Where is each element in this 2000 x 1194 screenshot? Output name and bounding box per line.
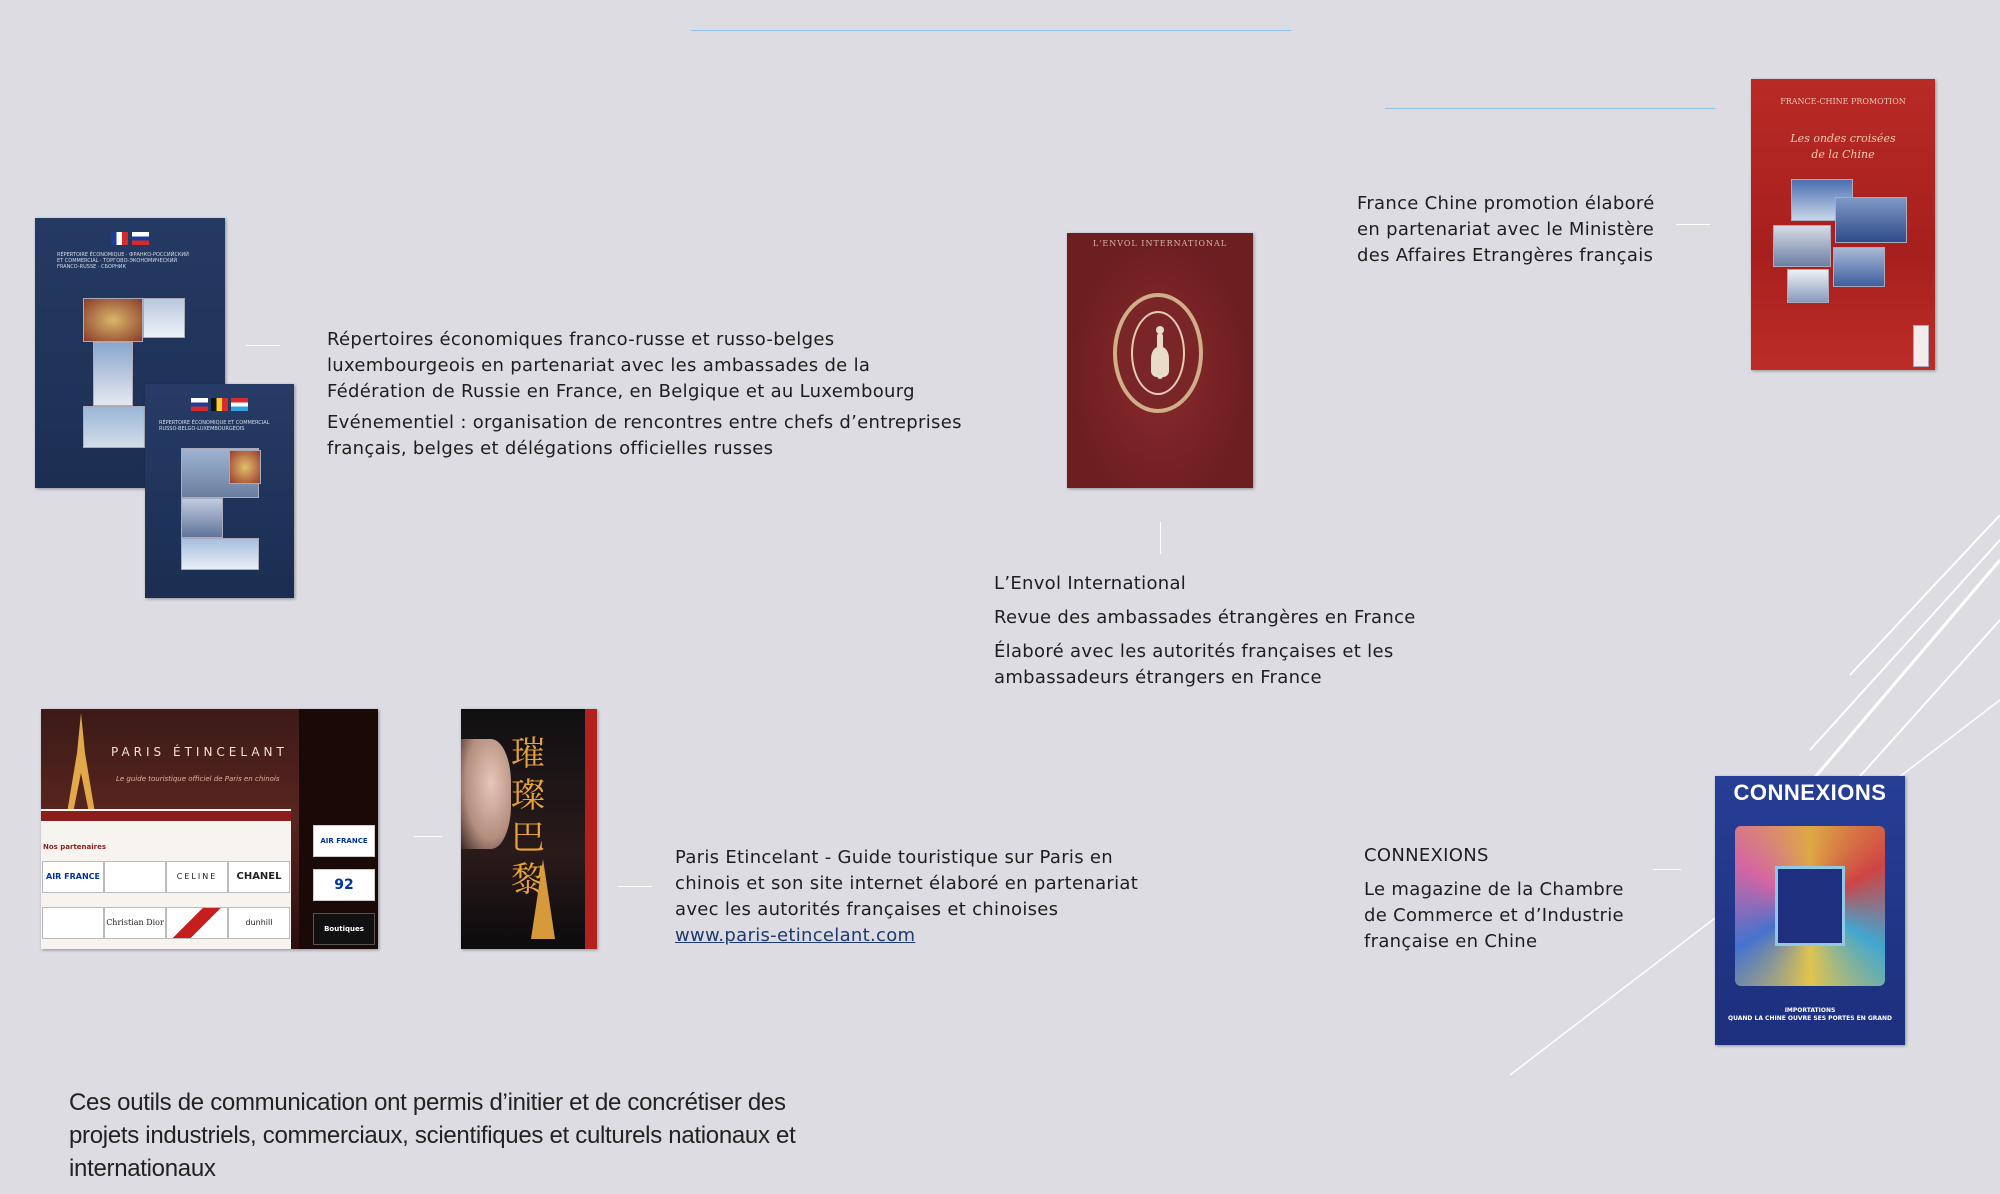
flag-fr-icon (111, 232, 128, 245)
woman-portrait (461, 739, 511, 849)
connexions-title: CONNEXIONS (1364, 845, 1489, 866)
paris-description: Paris Etincelant - Guide touristique sur Paris en chinois et son site internet élaboré en partenariat avec les autorités françaises et chinoises www.paris-etincelant.com (675, 847, 1139, 946)
closing-statement: Ces outils de communication ont permis d’initier et de concrétiser des projets industriels, commerciaux, scientifiques et culturels nationaux et internationaux (69, 1089, 796, 1182)
envol-title: L’Envol International (994, 573, 1187, 594)
logo-red-mark (166, 907, 228, 939)
france-chine-description: France Chine promotion élaboré en partenariat avec le Ministère des Affaires Etrangères français (1357, 193, 1655, 266)
photo-collage (1833, 247, 1885, 287)
paris-etincelant-website: PARIS ÉTINCELANT Le guide touristique officiel de Paris en chinois Nos partenaires AIR FRANCE CELINE CHANEL Christian Dior dunhill AIR FRANCE 92 Boutiques (41, 709, 378, 949)
envol-description: L’Envol International Revue des ambassades étrangères en France Élaboré avec les autorités françaises et les ambassadeurs étrangers en France (994, 571, 1494, 691)
photo-sky (143, 298, 185, 338)
abstract-artwork (1735, 826, 1885, 986)
site-nav-bar (41, 811, 291, 821)
envol-international-cover: L'ENVOL INTERNATIONAL (1067, 233, 1253, 488)
russia-directory-cover-2: RÉPERTOIRE ÉCONOMIQUE ET COMMERCIAL RUSSO-BELGO-LUXEMBOURGEOIS (145, 384, 294, 598)
connexions-magazine-cover: CONNEXIONS IMPORTATIONS QUAND LA CHINE OUVRE SES PORTES EN GRAND (1715, 776, 1905, 1045)
logo-emblem (104, 861, 166, 893)
right-accent-line (1385, 108, 1715, 109)
connector-paris-site (414, 836, 442, 837)
photo-building (93, 342, 133, 406)
photo-plane (83, 406, 145, 448)
france-chine-promotion-cover: FRANCE-CHINE PROMOTION Les ondes croisées de la Chine (1751, 79, 1935, 370)
connexions-description: CONNEXIONS Le magazine de la Chambre de Commerce et d’Industrie française en Chine (1364, 843, 1664, 955)
paris-etincelant-link[interactable]: www.paris-etincelant.com (675, 925, 916, 946)
connector-russia (246, 345, 280, 346)
connector-envol (1160, 522, 1161, 554)
top-accent-line (691, 30, 1291, 31)
laurel-medallion-icon (1113, 293, 1203, 413)
logo-crest (42, 907, 104, 939)
photo-collage (1835, 197, 1907, 243)
photo-eagle (83, 298, 143, 342)
flag-be-icon (211, 398, 228, 411)
photo-plane (181, 538, 259, 570)
logo-air-france: AIR FRANCE (42, 861, 104, 893)
eiffel-tower-icon (61, 713, 101, 813)
paris-etincelant-guide-cover: 璀璨巴黎 (461, 709, 597, 949)
photo-eagle (229, 450, 261, 484)
photo-collage (1913, 325, 1929, 367)
logo-chanel: CHANEL (228, 861, 290, 893)
russia-directory-cover-1: RÉPERTOIRE ÉCONOMIQUE · ФРАНКО-РОССИЙСКИЙ ET COMMERCIAL · ТОРГОВО-ЭКОНОМИЧЕСКИЙ FRANCO-RUSSE · СБОРНИК (35, 218, 225, 488)
russia-description: Répertoires économiques franco-russe et russo-belges luxembourgeois en partenariat avec les ambassades de la Fédération de Russie en France, en Belgique et au Luxembourg Evénementiel : organisation de rencontres entre chefs d’entreprises français, belges et délégations officielles russes (327, 329, 962, 459)
logo-dior: Christian Dior (104, 907, 166, 939)
eiffel-tower-icon (531, 859, 555, 939)
photo-collage (1773, 225, 1831, 267)
connector-paris-book (618, 886, 652, 887)
photo-tower (181, 498, 223, 538)
logo-celine: CELINE (166, 861, 228, 893)
flag-ru-icon (132, 232, 149, 245)
connector-france-chine (1676, 224, 1710, 225)
flag-ru-icon (191, 398, 208, 411)
photo-collage (1787, 269, 1829, 303)
flag-lu-icon (231, 398, 248, 411)
logo-dunhill: dunhill (228, 907, 290, 939)
